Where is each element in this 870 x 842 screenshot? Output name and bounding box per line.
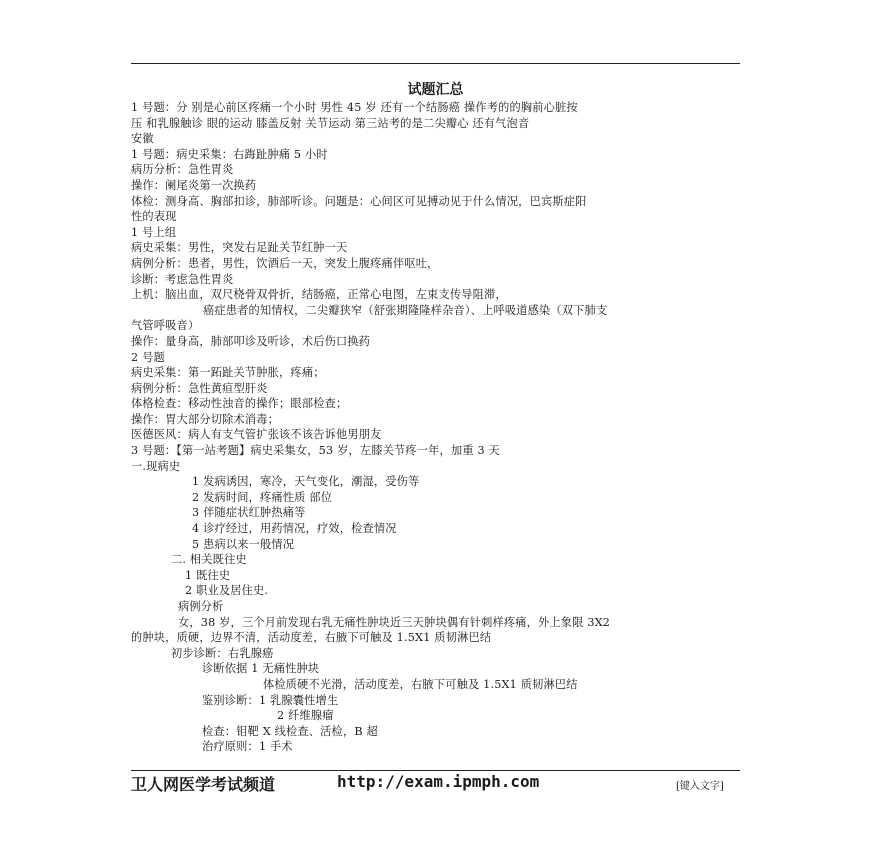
text-line: 操作：胃大部分切除术消毒； (131, 412, 280, 426)
text-line: 体格检查：移动性浊音的操作；眼部检查； (131, 397, 348, 411)
text-line: 1 号题：分 别是心前区疼痛一个小时 男性 45 岁 还有一个结肠癌 操作考的的胸前心脏按 (131, 101, 578, 114)
text-line: 鉴别诊断：1 乳腺囊性增生 (202, 693, 339, 707)
page-title: 试题汇总 (407, 82, 464, 98)
header-rule (131, 63, 740, 64)
text-line: 初步诊断：右乳腺癌 (171, 646, 274, 660)
text-line: 病史采集：男性，突发右足趾关节红肿一天 (131, 241, 348, 255)
text-line: 一.现病史 (131, 459, 181, 473)
text-line: 2 发病时间，疼痛性质 部位 (192, 490, 333, 504)
text-line: 2 职业及居住史. (185, 584, 269, 598)
text-line: 体检质硬不光滑，活动度差，右腋下可触及 1.5X1 质韧淋巴结 (263, 677, 578, 691)
text-line: 医德医风：病人有支气管扩张该不该告诉他男朋友 (131, 428, 382, 442)
document-body (131, 100, 743, 755)
text-line: 性的表现 (131, 210, 177, 224)
text-line: 治疗原则：1 手术 (202, 740, 293, 754)
text-line: 5 患病以来一般情况 (192, 537, 295, 551)
text-line: 压 和乳腺触诊 眼的运动 膝盖反射 关节运动 第三站考的是二尖瓣心 还有气泡音 (131, 116, 530, 130)
text-line: 女，38 岁，三个月前发现右乳无痛性肿块近三天肿块偶有针刺样疼痛，外上象限 3X2 (178, 615, 611, 629)
text-line: 安徽 (131, 132, 154, 146)
footer-url-link[interactable]: http://exam.ipmph.com (337, 772, 540, 791)
text-line: 检查：钼靶 X 线检查、活检，B 超 (202, 724, 378, 738)
text-line: 病例分析 (178, 600, 224, 613)
text-line: 1 号上组 (131, 225, 177, 239)
text-line: 上机：脑出血，双尺桡骨双骨折，结肠癌，正常心电图，左束支传导阻滞， (131, 288, 507, 302)
text-line: 的肿块，质硬，边界不清，活动度差，右腋下可触及 1.5X1 质韧淋巴结 (131, 631, 492, 645)
text-line: 病历分析：急性胃炎 (131, 163, 234, 177)
footer-rule (131, 770, 740, 771)
text-line: 2 号题 (131, 350, 165, 364)
text-line: 3 号题：【第一站考题】病史采集女，53 岁，左膝关节疼一年，加重 3 天 (131, 444, 500, 458)
footer-site-name: 卫人网医学考试频道 (131, 775, 276, 794)
text-line: 4 诊疗经过，用药情况，疗效，检查情况 (192, 522, 397, 536)
text-line: 体检：测身高、胸部扣诊，肺部听诊。问题是：心间区可见搏动见于什么情况，巴宾斯症阳 (131, 194, 587, 208)
text-line: 1 发病诱因，寒冷，天气变化，潮湿，受伤等 (192, 475, 420, 489)
text-line: 病例分析：患者，男性，饮酒后一天，突发上腹疼痛伴呕吐， (131, 256, 439, 270)
text-line: 诊断依据 1 无痛性肿块 (202, 662, 320, 676)
text-line: 3 伴随症状红肿热痛等 (192, 506, 306, 520)
text-line: 1 既往史 (185, 568, 231, 582)
text-line: 操作：量身高，肺部叩诊及听诊，术后伤口换药 (131, 334, 371, 348)
text-line: 病史采集：第一跖趾关节肿胀，疼痛； (131, 366, 325, 380)
text-line: 诊断：考虑急性胃炎 (131, 272, 234, 286)
text-line: 1 号题：病史采集：右踇趾肿痛 5 小时 (131, 147, 328, 161)
text-line: 病例分析：急性黄疸型肝炎 (131, 381, 268, 395)
text-line: 二. 相关既往史 (171, 553, 247, 567)
text-line: 操作：阑尾炎第一次换药 (131, 178, 257, 192)
footer-placeholder-text: [键入文字] (676, 781, 724, 792)
text-line: 癌症患者的知情权，二尖瓣狭窄（舒张期隆隆样杂音）、上呼吸道感染（双下肺支 (203, 303, 608, 317)
text-line: 2 纤维腺瘤 (277, 709, 334, 723)
text-line: 气管呼吸音） (131, 319, 200, 333)
